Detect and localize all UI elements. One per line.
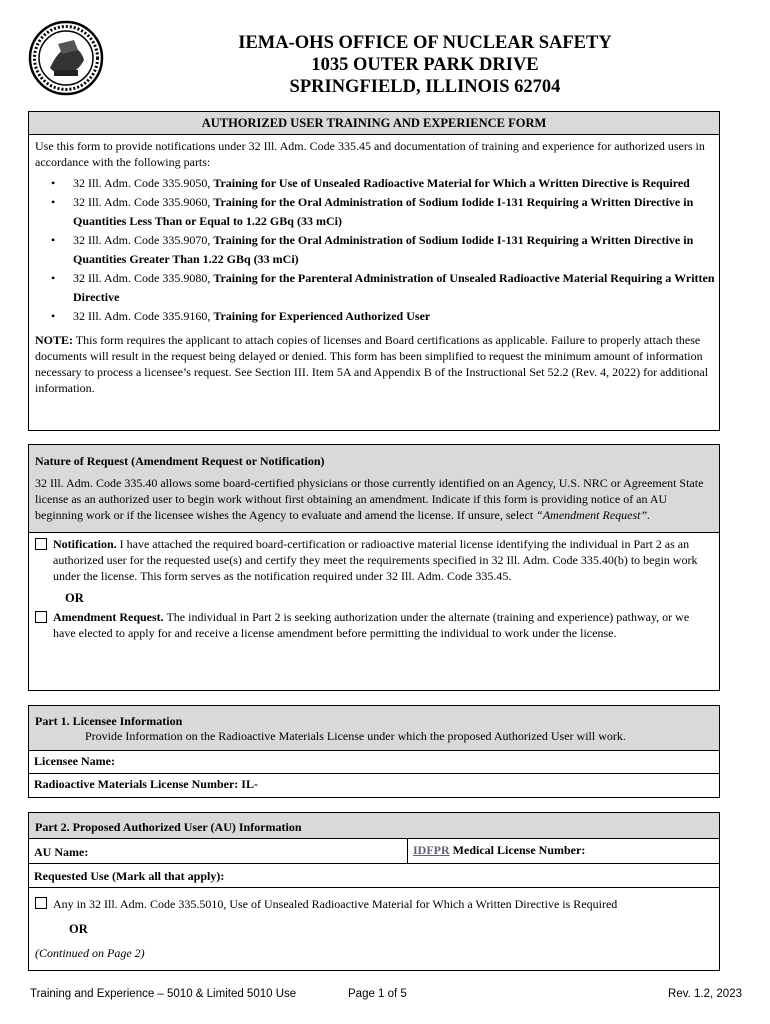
list-item: • 32 Ill. Adm. Code 335.9160, Training for Experienced Authorized User [73,307,719,326]
medical-license-field[interactable]: IDFPR Medical License Number: [413,843,586,857]
list-item: • 32 Ill. Adm. Code 335.9050, Training for Use of Unsealed Radioactive Material for Which a Written Directive is Required [73,174,719,193]
or-separator: OR [65,591,84,605]
parts-list [29,174,719,326]
header-line-1: IEMA-OHS OFFICE OF NUCLEAR SAFETY [238,33,612,53]
footer-revision: Rev. 1.2, 2023 [668,988,742,1000]
au-name-field[interactable]: AU Name: [29,839,408,863]
form-intro-box [28,111,720,431]
amendment-checkbox[interactable] [35,611,47,623]
or-separator: OR [69,922,88,936]
requested-use-label: Requested Use (Mark all that apply): [29,863,719,887]
list-item: • 32 Ill. Adm. Code 335.9060, Training for the Oral Administration of Sodium Iodide I-131 Requiring a Written Directive in Quantities Less Than or Equal to 1.22 GBq (33 mCi) [73,193,719,231]
notification-checkbox[interactable] [35,538,47,550]
header-line-2: 1035 OUTER PARK DRIVE [311,55,539,75]
part1-heading: Part 1. Licensee Information [35,714,183,728]
use-5010-checkbox[interactable] [35,897,47,909]
page-footer [30,988,742,1004]
header-line-3: SPRINGFIELD, ILLINOIS 62704 [289,77,561,97]
list-item: • 32 Ill. Adm. Code 335.9070, Training for the Oral Administration of Sodium Iodide I-131 Requiring a Written Directive in Quantities Greater Than 1.22 GBq (33 mCi) [73,231,719,269]
list-item: • 32 Ill. Adm. Code 335.9080, Training for the Parenteral Administration of Unsealed Radioactive Material Requiring a Written Directive [73,269,719,307]
notification-option: Notification. I have attached the required board-certification or radioactive material license identifying the individual in Part 2 as an authorized user for the requested use(s) and certify they meet the requirements specified in 32 Ill. Adm. Code 335.40(b) to begin work under the license. This form serves as the notification required under 32 Ill. Adm. Code 335.45. [29,533,719,584]
footer-form-name: Training and Experience – 5010 & Limited 5010 Use [30,988,297,1000]
nature-description: 32 Ill. Adm. Code 335.40 allows some board-certified physicians or those currently identified on an Agency, U.S. NRC or Agreement State license as an authorized user to begin work without first obtaining an amendment. Indicate if this form is providing notice of an AU beginning work or if the licensee wishes the Agency to evaluate and amend the license. If unsure, select “Amendment Request”. [35,476,704,522]
idfpr-link[interactable]: IDFPR [413,843,450,857]
part1-subheading: Provide Information on the Radioactive Materials License under which the proposed Authorized User will work. [85,729,626,743]
part1-licensee-box [28,705,720,798]
license-number-field[interactable]: Radioactive Materials License Number: IL- [29,773,719,797]
requested-use-option-1: Any in 32 Ill. Adm. Code 335.5010, Use of Unsealed Radioactive Material for Which a Written Directive is Required [29,887,719,912]
amendment-option: Amendment Request. The individual in Part 2 is seeking authorization under the alternate (training and experience) pathway, or we have elected to apply for and receive a license amendment before permitting the individual to work under the license. [29,609,719,641]
state-seal-logo [28,20,104,96]
part2-heading: Part 2. Proposed Authorized User (AU) Information [29,813,719,838]
nature-heading: Nature of Request (Amendment Request or Notification) [35,454,325,468]
nature-of-request-box [28,444,720,691]
note-paragraph: NOTE: This form requires the applicant to attach copies of licenses and Board certifications as applicable. Failure to properly attach these documents will result in the request being delayed or denied. This form has been simplified to request the minimum amount of information necessary to process a licensee’s request. See Section III. Item 5A and Appendix B of the Instructional Set 52.2 (Rev. 4, 2022) for additional information. [35,333,709,395]
continued-note: (Continued on Page 2) [35,946,145,960]
form-title: AUTHORIZED USER TRAINING AND EXPERIENCE FORM [29,112,719,135]
licensee-name-field[interactable]: Licensee Name: [29,750,719,773]
part2-au-box [28,812,720,971]
agency-header [120,32,730,98]
form-intro-text: Use this form to provide notifications under 32 Ill. Adm. Code 335.45 and documentation of training and experience for authorized users in accordance with the following parts: [35,139,705,169]
footer-page-number: Page 1 of 5 [348,988,407,1000]
